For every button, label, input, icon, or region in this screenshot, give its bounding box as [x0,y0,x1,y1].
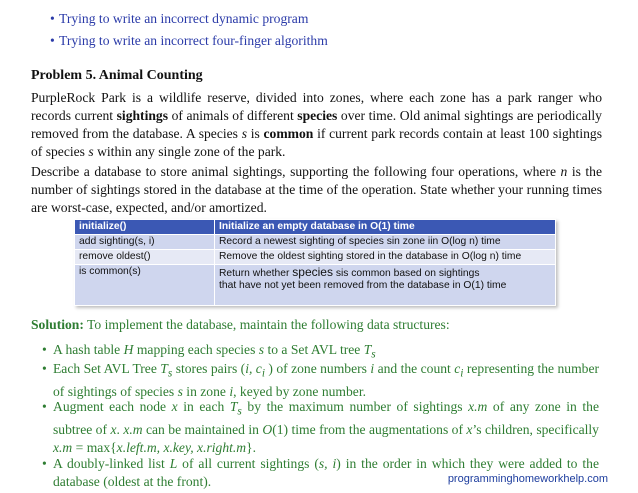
text: A hash table [53,342,124,357]
text: by the maximum number of sightings [241,399,469,414]
text: , keyed by zone number. [233,383,367,399]
var-T: T [363,342,372,357]
subscript-i: i [460,367,464,380]
term-species: species [292,265,333,279]
term-sightings: sightings [116,108,168,123]
var-x: x [466,421,473,437]
term-species: species [297,108,338,123]
text: to a Set AVL tree [264,342,364,357]
text: ’s children, specifically [472,421,599,437]
bullet-dot: • [42,361,47,376]
text: of all current sightings ( [177,456,319,471]
text: that have not yet been removed from the database in O(1) time [219,280,507,291]
table-cell: add sighting(s, i) [75,235,215,250]
text: and the count [374,361,455,376]
text: can be maintained in [142,421,263,437]
text: is [246,126,264,141]
var-xm: x.m [123,421,143,437]
var-i: i [332,456,337,471]
bullet-text [53,360,599,401]
text: = max{ [72,439,117,455]
problem-paragraph-1 [31,89,602,161]
var-i: i [229,383,234,399]
table-row [75,235,556,250]
bullet-dot: • [42,399,47,414]
text: within any single zone of the park. [93,144,286,159]
var-c: c [255,361,262,376]
bullet-dot: • [42,456,47,471]
bullet-dot: • [50,33,55,48]
solution-intro [31,316,450,334]
var-x: x [110,421,117,437]
bullet-text: Trying to write an incorrect four-finger algorithm [59,33,328,48]
table-cell [215,265,556,306]
table-cell: Initialize an empty database in O(1) time [215,220,556,235]
bullet-dot: • [50,11,55,26]
table-cell: Remove the oldest sighting stored in the database in O(log n) time [215,250,556,265]
var-s: s [241,126,247,141]
var-i: i [370,361,375,376]
var-n: n [560,164,568,179]
text: To implement the database, maintain the following data structures: [83,317,450,332]
watermark: programminghomeworkhelp.com [447,473,608,485]
operations-table [74,219,556,306]
table-row [75,265,556,306]
text: PurpleRock Park is a wildlife reserve, divided into zones, where each zone has a park ranger who records current [31,90,602,123]
subscript-i: i [261,367,265,380]
var-s: s [258,342,265,357]
text: over time. Old animal sightings are periodically removed from the database. A species [31,108,602,141]
table-cell: remove oldest() [75,250,215,265]
problem-paragraph-2 [31,163,602,217]
text: Augment each node [53,399,172,414]
text: is the number of sightings stored in the database at the time of the operation. State whether your running times are worst-case, expected, and/or amortized. [31,164,602,215]
var-c: c [454,361,461,376]
text: mapping each species [133,342,259,357]
var-xm: x.m [468,399,488,414]
bullet-dot: • [42,342,47,357]
var-H: H [123,342,134,357]
table-cell: Record a newest sighting of species sin zone iin O(log n) time [215,235,556,250]
solution-label: Solution: [31,317,84,332]
term-common: common [263,126,314,141]
text: Return whether [219,268,293,279]
solution-bullet [42,398,599,457]
text: of animals of different [168,108,298,123]
text: Each Set AVL Tree [53,361,161,376]
math-expression: x.left.m, x.key, x.right.m [116,439,247,455]
text: representing the number of sightings of species [53,361,600,399]
text: in each [177,399,230,414]
var-s: s [88,144,94,159]
text: Describe a database to store animal sightings, supporting the following four operations, where [31,164,561,179]
problem-title: Problem 5. Animal Counting [31,68,203,83]
text: in zone [182,383,230,399]
bullet-text [53,398,599,457]
bullet-item [50,11,308,27]
var-xm: x.m [53,439,73,455]
text: if current park records contain at least 100 sightings of species [31,126,602,159]
text: (1) time from the augmentations of [272,421,467,437]
var-O: O [262,421,273,437]
var-i: i, [245,361,256,376]
var-T: T [160,361,168,376]
text: stores pairs ( [172,361,246,376]
text: ) of zone numbers [264,361,371,376]
subscript-s: s [237,405,242,418]
table-row [75,220,556,235]
text: sis common based on sightings [332,268,480,279]
text: A doubly-linked list [53,456,170,471]
var-s: s [177,383,183,399]
var-T: T [229,399,238,414]
table-cell: initialize() [75,220,215,235]
text: ) in the order in which they were added to the database (oldest at the front). [53,456,600,489]
text: . [116,421,124,437]
subscript-s: s [371,348,376,361]
solution-bullet [42,360,599,401]
text: }. [246,439,257,455]
table-cell: is common(s) [75,265,215,306]
text: of any zone in the subtree of [53,399,599,437]
var-x: x [171,399,178,414]
bullet-item [50,33,328,49]
table-row [75,250,556,265]
var-L: L [169,456,178,471]
var-s: s, [318,456,333,471]
subscript-s: s [167,367,173,380]
bullet-text: Trying to write an incorrect dynamic program [59,11,309,26]
